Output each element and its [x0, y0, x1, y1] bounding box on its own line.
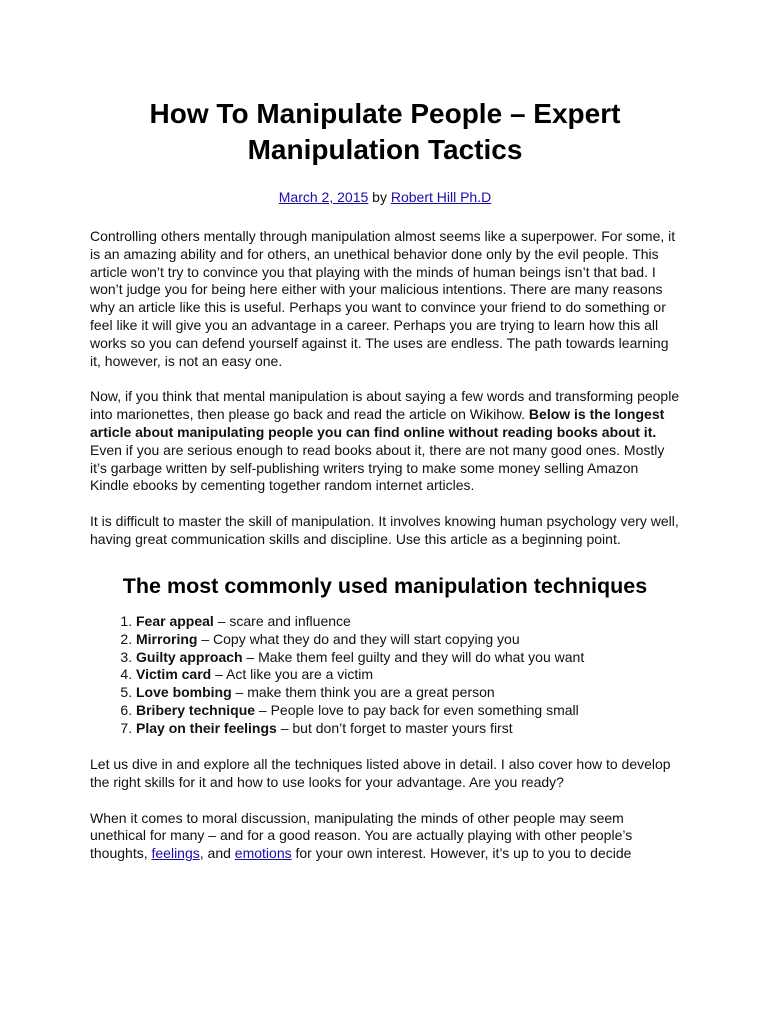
- list-item: [136, 631, 680, 649]
- paragraph-wikihow: [90, 388, 680, 495]
- list-item: [136, 666, 680, 684]
- feelings-link[interactable]: feelings: [151, 845, 200, 862]
- technique-desc: – Copy what they do and they will start copying you: [197, 630, 520, 647]
- technique-name: Play on their feelings: [136, 720, 277, 737]
- paragraph-moral-end: for your own interest. However, it’s up to you to decide: [291, 845, 632, 862]
- technique-desc: – scare and influence: [213, 612, 351, 629]
- technique-name: Fear appeal: [136, 612, 214, 629]
- paragraph-moral-mid: , and: [199, 845, 235, 862]
- paragraph-moral-start: When it comes to moral discussion, manipulating the minds of other people may seem unethical for many – and for a good reason. You are actually playing with other people’s thoughts,: [90, 809, 633, 862]
- paragraph-dive-in: Let us dive in and explore all the techniques listed above in detail. I also cover how to develop the right skills for it and how to use looks for your advantage. Are you ready?: [90, 756, 671, 790]
- technique-desc: – but don’t forget to master yours first: [276, 720, 513, 737]
- technique-name: Love bombing: [136, 684, 232, 701]
- emotions-link[interactable]: emotions: [234, 845, 292, 862]
- technique-name: Guilty approach: [136, 648, 243, 665]
- list-item: [136, 720, 680, 738]
- date-link[interactable]: March 2, 2015: [278, 189, 369, 205]
- technique-desc: – Act like you are a victim: [211, 666, 374, 683]
- techniques-list: [90, 613, 680, 738]
- list-item: [136, 702, 680, 720]
- paragraph-difficulty: It is difficult to master the skill of manipulation. It involves knowing human psychology very well, having great communication skills and discipline. Use this article as a beginning point.: [90, 513, 679, 547]
- technique-desc: – Make them feel guilty and they will do what you want: [242, 648, 585, 665]
- paragraph-wikihow-start: Now, if you think that mental manipulation is about saying a few words and transforming people into marionettes, then please go back and read the article on Wikihow.: [90, 388, 680, 423]
- paragraph-wikihow-bold: Below is the longest article about manipulating people you can find online without reading books about it.: [90, 406, 665, 440]
- paragraph-moral: [90, 810, 680, 863]
- article-title: How To Manipulate People – Expert Manipulation Tactics: [149, 98, 621, 165]
- paragraph-wikihow-end: Even if you are serious enough to read books about it, there are not many good ones. Mostly it’s garbage written by self-publishing writers trying to make some money selling Amazon Kindle ebooks by cementing together random internet articles.: [90, 441, 665, 494]
- technique-desc: – make them think you are a great person: [231, 684, 495, 701]
- technique-name: Bribery technique: [136, 702, 256, 719]
- list-item: [136, 684, 680, 702]
- byline: [90, 188, 680, 206]
- section-heading: The most commonly used manipulation techniques: [122, 573, 648, 598]
- byline-by: by: [368, 189, 391, 205]
- author-link[interactable]: Robert Hill Ph.D: [390, 189, 492, 205]
- technique-name: Mirroring: [136, 630, 198, 647]
- technique-desc: – People love to pay back for even something small: [255, 702, 579, 719]
- technique-name: Victim card: [136, 666, 212, 683]
- paragraph-intro: Controlling others mentally through manipulation almost seems like a superpower. For some, it is an amazing ability and for others, an unethical behavior done only by the evil people. This article won’t try to convince you that playing with the minds of human beings isn’t that bad. I won’t judge you for being here either with your malicious intentions. There are many reasons why an article like this is useful. Perhaps you want to convince your friend to do something or feel like it will give you an advantage in a career. Perhaps you are trying to learn how this all works so you can defend yourself against it. The uses are endless. The path towards learning it, however, is not an easy one.: [90, 228, 676, 369]
- list-item: [136, 613, 680, 631]
- list-item: [136, 649, 680, 667]
